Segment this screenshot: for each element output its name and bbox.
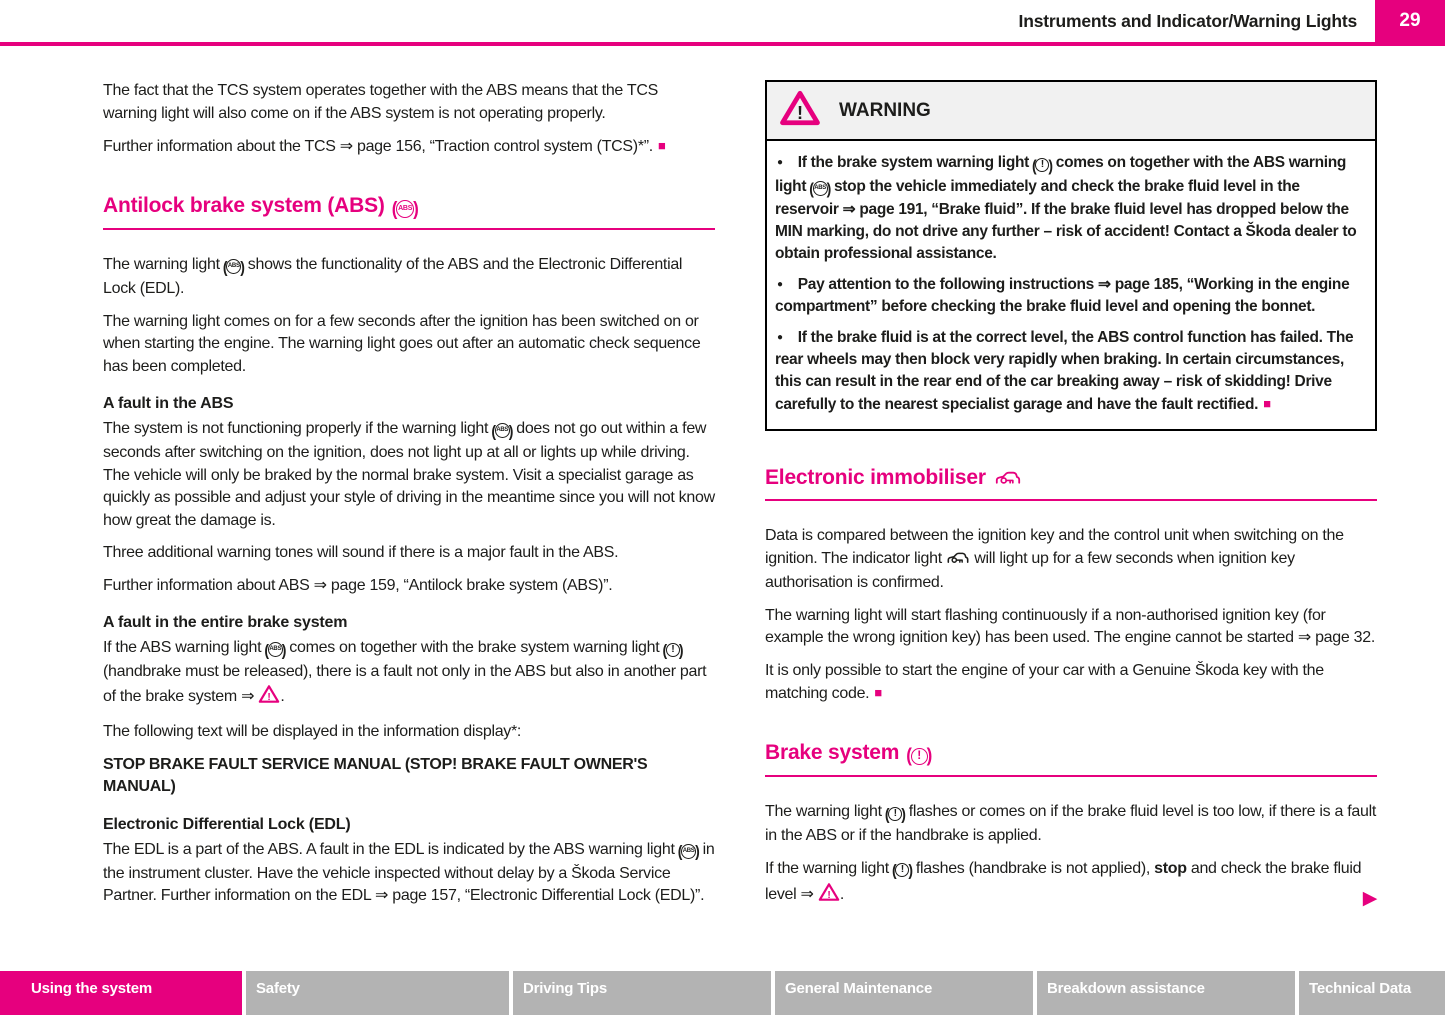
abs-warning-icon: ( ABS ) <box>391 197 419 220</box>
paragraph-tcs-abs <box>103 80 715 125</box>
text-run: Further information about the TCS ⇒ page 156, “Traction control system (TCS)*”. <box>103 138 653 155</box>
paragraph-brake-stop <box>765 858 1377 910</box>
text-run: (handbrake must be released), there is a fault not only in the ABS but also in another part of the brake system ⇒ <box>103 663 707 705</box>
warning-bullet-abs-failed <box>775 327 1365 416</box>
text-run: The following text will be displayed in the information display*: <box>103 723 522 740</box>
text-run: comes on together with the brake system warning light <box>285 639 664 656</box>
end-of-section-marker: ■ <box>1263 396 1271 411</box>
subheading-edl: Electronic Differential Lock (EDL) <box>103 815 351 833</box>
svg-text:!: ! <box>796 103 804 124</box>
content-area <box>0 46 1445 919</box>
text-run: The EDL is a part of the ABS. A fault in the EDL is indicated by the ABS warning light <box>103 840 679 858</box>
paragraph-abs-check <box>103 311 715 379</box>
section-heading-brake-system <box>765 740 1377 778</box>
end-of-section-marker: ■ <box>874 685 882 700</box>
footer-tab-general-maintenance[interactable]: General Maintenance <box>775 971 1033 1015</box>
text-run: flashes (handbrake is not applied), <box>911 859 1155 877</box>
abs-warning-icon: ( ABS ) <box>677 841 700 861</box>
abs-warning-icon: ( ABS ) <box>491 421 514 440</box>
text-run: shows the functionality of the ABS and the Electronic Differential Lock (EDL). <box>103 256 683 297</box>
immobiliser-car-key-icon <box>994 467 1022 493</box>
heading-text: Antilock brake system (ABS) <box>103 193 385 217</box>
text-run: flashes or comes on if the brake fluid level is too low, if there is a fault in the ABS or if the handbrake is applied. <box>765 803 1377 844</box>
section-heading-abs <box>103 193 715 231</box>
paragraph-fault-brake-system <box>103 637 715 711</box>
text-run: Further information about ABS ⇒ page 159, “Antilock brake system (ABS)”. <box>103 576 613 594</box>
text-run: Pay attention to the following instructions ⇒ page 185, “Working in the engine compartment” before checking the brake fluid level and opening the bonnet. <box>775 276 1350 315</box>
abs-warning-icon: ( ABS ) <box>264 640 287 659</box>
text-run: Three additional warning tones will sound if there is a major fault in the ABS. <box>103 544 619 561</box>
text-run: If the ABS warning light <box>103 639 266 656</box>
paragraph-fault-abs <box>103 418 715 532</box>
bullet-marker: ● <box>777 279 783 290</box>
brake-warning-icon: ( ! ) <box>884 804 906 823</box>
warning-box <box>765 80 1377 431</box>
text-run: If the warning light <box>765 859 893 877</box>
paragraph-abs-function <box>103 254 715 301</box>
paragraph-immobiliser-data <box>765 525 1377 595</box>
warning-box-title: WARNING <box>839 99 931 121</box>
text-run: The system is not functioning properly if the warning light <box>103 420 493 437</box>
paragraph-display-intro <box>103 721 715 744</box>
brake-warning-icon: ( ! ) <box>1032 155 1053 174</box>
text-run: . <box>280 687 285 705</box>
page-continuation-icon: ▶ <box>1362 888 1377 909</box>
footer-tab-using-the-system[interactable]: Using the system <box>0 971 242 1015</box>
warning-triangle-icon <box>258 684 280 712</box>
bullet-marker: ● <box>777 157 783 168</box>
page-title: Instruments and Indicator/Warning Lights <box>1018 10 1357 31</box>
footer-tab-safety[interactable]: Safety <box>246 971 509 1015</box>
warning-triangle-icon <box>779 89 821 132</box>
bullet-marker: ● <box>777 332 783 343</box>
text-run: It is only possible to start the engine of your car with a Genuine Škoda key with the matching code. <box>765 661 1324 702</box>
information-display-text: STOP BRAKE FAULT SERVICE MANUAL (STOP! BRAKE FAULT OWNER'S MANUAL) <box>103 755 648 795</box>
text-run: The warning light will start flashing continuously if a non-authorised ignition key (for example the wrong ignition key) has been used. The engine cannot be started ⇒ page 32. <box>765 606 1375 646</box>
abs-warning-icon: ( ABS ) <box>222 257 245 276</box>
text-run: and check the brake fluid level ⇒ <box>765 859 1362 903</box>
warning-box-body <box>767 141 1375 429</box>
footer-tab-breakdown-assistance[interactable]: Breakdown assistance <box>1037 971 1295 1015</box>
immobiliser-car-key-icon <box>946 550 970 573</box>
svg-text:!: ! <box>267 691 271 703</box>
section-heading-immobiliser <box>765 465 1377 501</box>
page-number-badge: 29 <box>1375 0 1445 42</box>
warning-bullet-instructions <box>775 274 1365 318</box>
brake-warning-icon: ( ! ) <box>892 860 913 880</box>
left-column <box>103 80 715 919</box>
warning-bullet-brake-fluid <box>775 152 1365 265</box>
paragraph-immobiliser-key <box>765 660 1377 706</box>
bold-run: stop <box>1154 859 1187 877</box>
text-run: The fact that the TCS system operates together with the ABS means that the TCS warning light will also come on if the ABS system is not operating properly. <box>103 82 658 122</box>
text-run: The warning light <box>103 256 224 273</box>
text-run: in the instrument cluster. Have the vehicle inspected without delay by a Škoda Service Partner. Further information on the EDL ⇒ page 157, “Electronic Differential Lock (EDL)”. <box>103 840 715 904</box>
svg-text:!: ! <box>827 889 831 901</box>
abs-warning-icon: ( ABS ) <box>809 178 831 198</box>
paragraph-brake-warning <box>765 801 1377 848</box>
text-run: The warning light <box>765 803 886 820</box>
paragraph-warning-tones <box>103 542 715 565</box>
text-run: comes on together with the ABS warning light <box>775 154 1347 195</box>
brake-warning-icon: ( ! ) <box>906 744 933 767</box>
text-run: The warning light comes on for a few seconds after the ignition has been switched on or when starting the engine. The warning light goes out after an automatic check sequence has been completed. <box>103 312 701 375</box>
text-run: will light up for a few seconds when ignition key authorisation is confirmed. <box>765 549 1295 591</box>
text-run: If the brake fluid is at the correct level, the ABS control function has failed. The rear wheels may then block very rapidly when braking. In certain circumstances, this can result in the rear end of the car breaking away – risk of skidding! Drive carefully to the nearest specialist garage and have the fault rectified. <box>775 329 1354 413</box>
text-run: Data is compared between the ignition key and the control unit when switching on the ignition. The indicator light <box>765 527 1344 567</box>
right-column <box>765 80 1377 919</box>
text-run: . <box>839 885 844 903</box>
warning-triangle-icon <box>818 882 840 910</box>
subheading-fault-abs: A fault in the ABS <box>103 395 234 412</box>
text-run: does not go out within a few seconds after switching on the ignition, does not light up at all or lights up while driving. The vehicle will only be braked by the normal brake system. Visit a specialist garage as quickly as possible and adjust your style of driving in the meantime since you will not know how great the damage is. <box>103 420 715 529</box>
heading-text: Brake system <box>765 740 900 764</box>
paragraph-edl <box>103 839 715 908</box>
heading-text: Electronic immobiliser <box>765 466 986 489</box>
subheading-fault-brake-system: A fault in the entire brake system <box>103 614 348 631</box>
text-run: stop the vehicle immediately and check the brake fluid level in the reservoir ⇒ page 191, “Brake fluid”. If the brake fluid level has dropped below the MIN marking, do not drive any further – risk of accident! Contact a Škoda dealer to obtain professional assistance. <box>775 177 1357 262</box>
text-run: If the brake system warning light <box>797 154 1034 171</box>
footer-tab-driving-tips[interactable]: Driving Tips <box>513 971 771 1015</box>
paragraph-immobiliser-flashing <box>765 605 1377 650</box>
warning-box-header <box>767 82 1375 141</box>
brake-warning-icon: ( ! ) <box>662 640 684 659</box>
page-header <box>0 0 1445 42</box>
paragraph-tcs-reference <box>103 135 715 159</box>
footer-tab-technical-data[interactable]: Technical Data <box>1299 971 1445 1015</box>
end-of-section-marker: ■ <box>657 138 666 153</box>
footer-tab-bar <box>0 971 1445 1015</box>
paragraph-abs-reference <box>103 575 715 598</box>
